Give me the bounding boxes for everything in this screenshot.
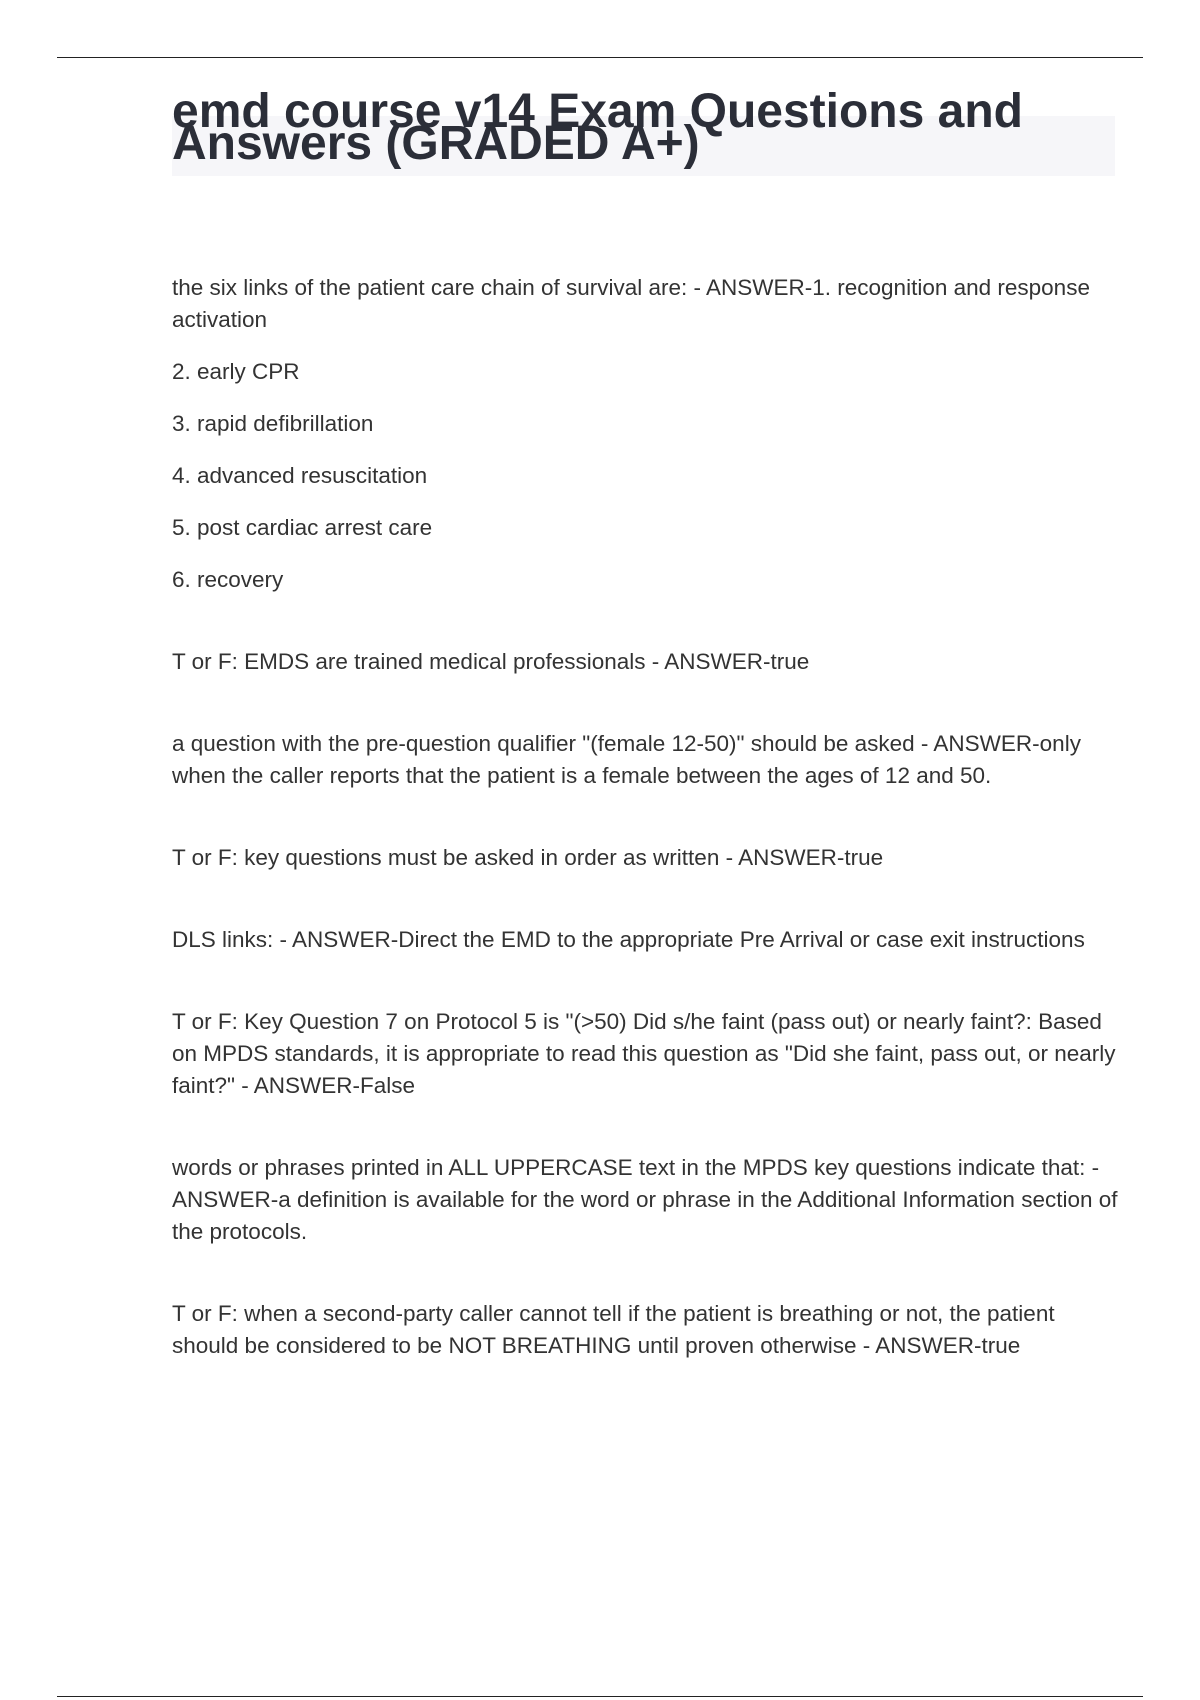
question-text: DLS links: - ANSWER-Direct the EMD to the appropriate Pre Arrival or case exit instructions bbox=[172, 927, 1085, 952]
answer-line: 4. advanced resuscitation bbox=[172, 463, 428, 488]
answer-line: 3. rapid defibrillation bbox=[172, 411, 374, 436]
question-text: a question with the pre-question qualifier "(female 12-50)" should be asked - ANSWER-only when the caller reports that the patient is a female between the ages of 12 and 50. bbox=[172, 731, 1081, 788]
qa-item-protocol-5 bbox=[172, 1006, 1122, 1102]
bottom-divider bbox=[57, 1696, 1143, 1697]
question-text: words or phrases printed in ALL UPPERCASE text in the MPDS key questions indicate that: - ANSWER-a definition is available for the word or phrase in the Additional Information section of the protocols. bbox=[172, 1155, 1118, 1244]
question-text: T or F: Key Question 7 on Protocol 5 is "(>50) Did s/he faint (pass out) or nearly faint?: Based on MPDS standards, it is appropriate to read this question as "Did she faint, pass out, or nearly faint?" - ANSWER-False bbox=[172, 1009, 1116, 1098]
qa-item-dls-links bbox=[172, 924, 1122, 956]
question-text: the six links of the patient care chain of survival are: - ANSWER-1. recognition and response activation bbox=[172, 275, 1090, 332]
top-divider bbox=[57, 57, 1143, 58]
qa-list bbox=[172, 272, 1122, 1412]
qa-item-second-party-caller bbox=[172, 1298, 1122, 1362]
qa-item-emds-trained bbox=[172, 646, 1122, 678]
answer-line: 5. post cardiac arrest care bbox=[172, 515, 433, 540]
question-text: T or F: when a second-party caller cannot tell if the patient is breathing or not, the patient should be considered to be NOT BREATHING until proven otherwise - ANSWER-true bbox=[172, 1301, 1055, 1358]
qa-item-pre-question-qualifier bbox=[172, 728, 1122, 792]
qa-item-uppercase-text bbox=[172, 1152, 1122, 1248]
answer-line: 2. early CPR bbox=[172, 359, 300, 384]
answer-line: 6. recovery bbox=[172, 567, 284, 592]
qa-item-chain-of-survival bbox=[172, 272, 1122, 596]
document-title: emd course v14 Exam Questions and Answers (GRADED A+) bbox=[172, 85, 1023, 170]
question-text: T or F: EMDS are trained medical professionals - ANSWER-true bbox=[172, 649, 810, 674]
qa-item-key-questions-order bbox=[172, 842, 1122, 874]
question-text: T or F: key questions must be asked in order as written - ANSWER-true bbox=[172, 845, 884, 870]
